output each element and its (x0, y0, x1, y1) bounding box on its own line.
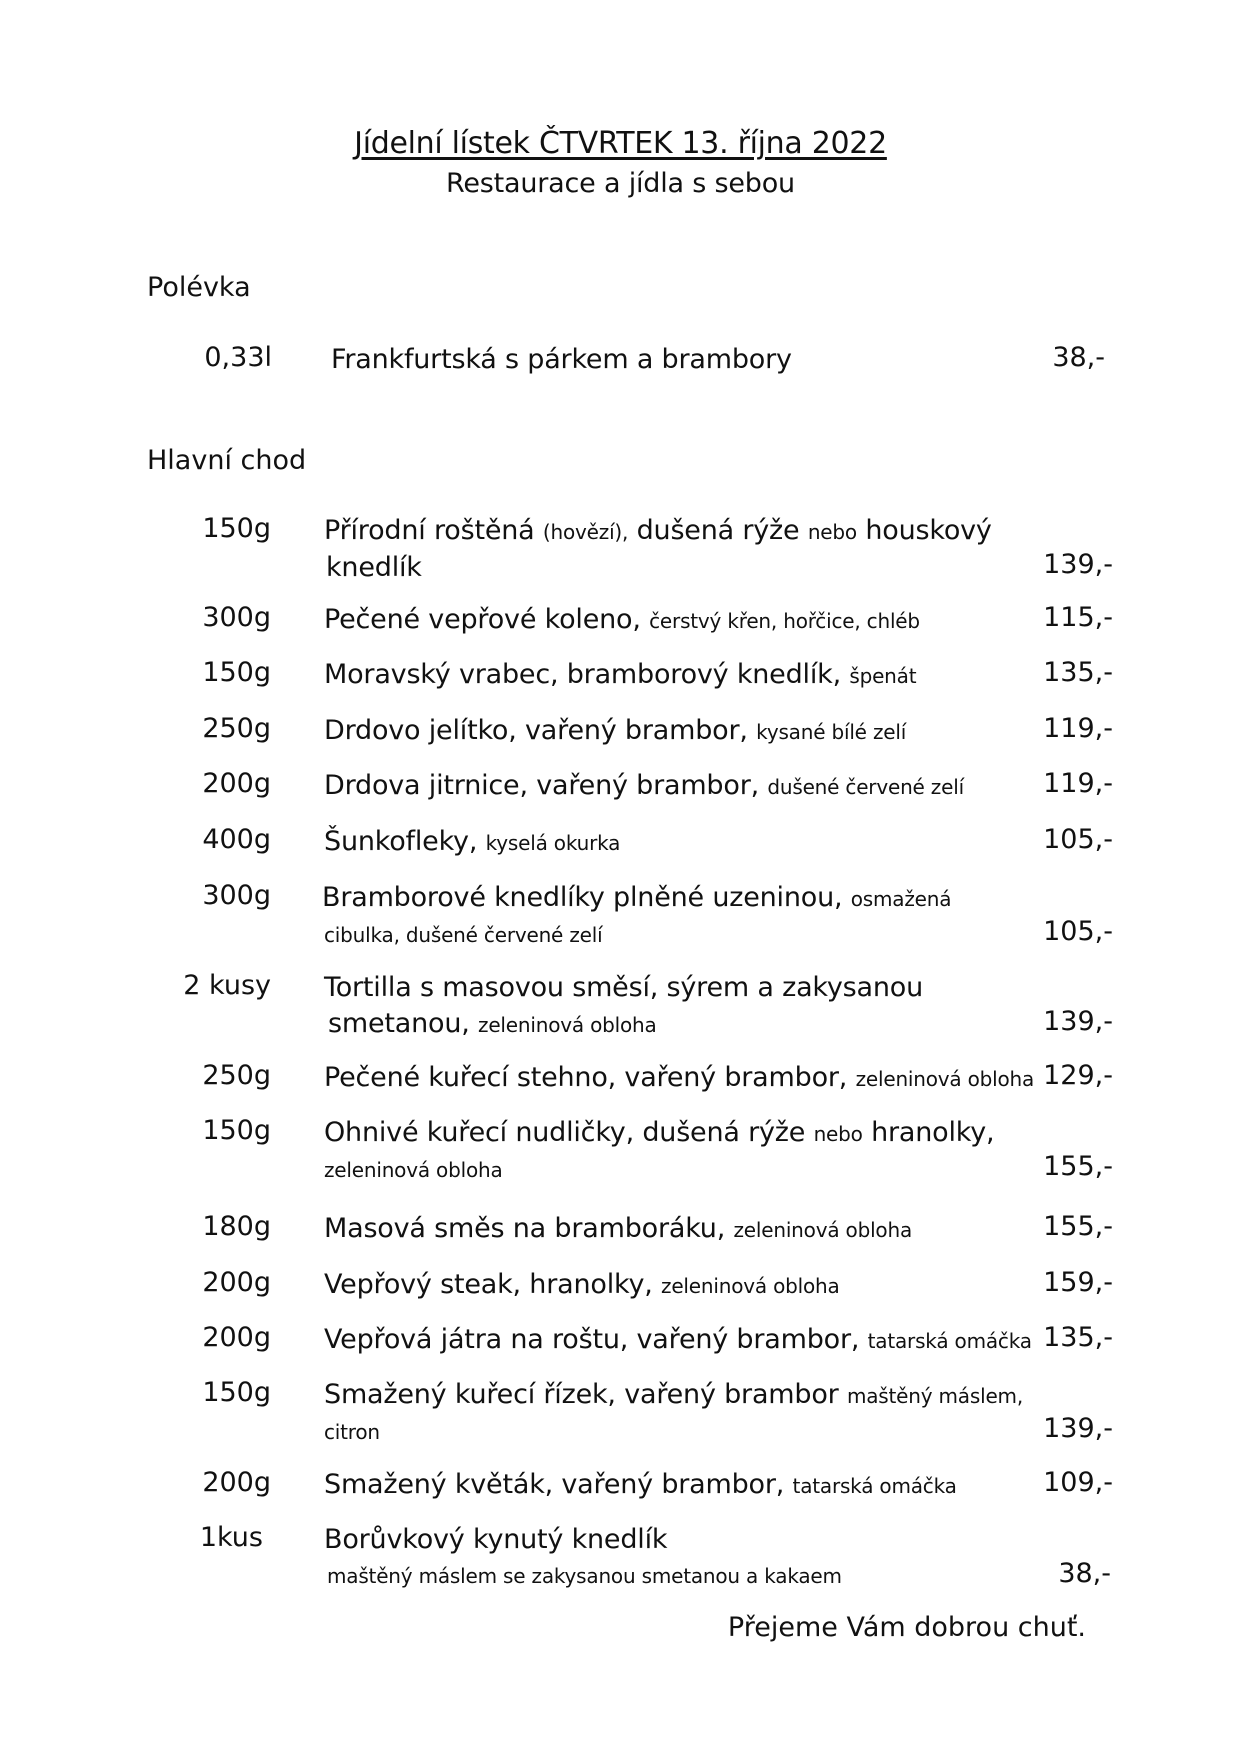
item-quantity: 300g (202, 880, 271, 911)
item-price: 155,- (1043, 1151, 1113, 1182)
item-name: Frankfurtská s párkem a brambory (331, 344, 792, 375)
item-price: 139,- (1043, 1413, 1113, 1444)
item-name-part: Bramborové knedlíky plněné uzeninou, (322, 882, 843, 913)
item-name (324, 1522, 1044, 1594)
section-heading-soup: Polévka (147, 272, 251, 303)
item-name (324, 1115, 1044, 1188)
item-name-part: Moravský vrabec, bramborový knedlík, (324, 659, 841, 690)
item-name (324, 1377, 1044, 1450)
item-name (324, 1267, 1044, 1304)
item-quantity: 200g (202, 768, 271, 799)
item-name-part: Masová směs na bramboráku, (324, 1213, 726, 1244)
closing-wish: Přejeme Vám dobrou chuť. (727, 1612, 1086, 1643)
menu-title: Jídelní lístek ČTVRTEK 13. října 2022 (354, 126, 887, 161)
item-price: 139,- (1043, 549, 1113, 580)
item-name (322, 880, 1042, 953)
menu-subtitle: Restaurace a jídla s sebou (446, 168, 795, 199)
item-note-line2: zeleninová obloha (324, 1158, 503, 1182)
item-name (324, 1060, 1044, 1097)
item-name-part: Borůvkový kynutý knedlík (324, 1524, 668, 1555)
item-note: zeleninová obloha (661, 1274, 840, 1298)
item-name-part: Drdova jitrnice, vařený brambor, (324, 770, 759, 801)
item-price: 135,- (1043, 657, 1113, 688)
item-note: (hovězí), (542, 520, 629, 544)
item-quantity: 250g (202, 713, 271, 744)
item-price: 155,- (1043, 1211, 1113, 1242)
item-note: špenát (849, 664, 917, 688)
item-price: 159,- (1043, 1267, 1113, 1298)
item-name-part: Smažený kuřecí řízek, vařený brambor (324, 1379, 839, 1410)
item-name (324, 1322, 1044, 1359)
item-price: 105,- (1043, 916, 1113, 947)
item-quantity: 400g (202, 824, 271, 855)
item-price: 139,- (1043, 1006, 1113, 1037)
item-note: kyselá okurka (485, 831, 621, 855)
item-quantity: 150g (202, 657, 271, 688)
item-name-line2: knedlík (326, 552, 422, 583)
item-name-part: Vepřový steak, hranolky, (324, 1269, 653, 1300)
item-note: kysané bílé zelí (756, 720, 907, 744)
item-price: 119,- (1043, 768, 1113, 799)
item-note: dušené červené zelí (767, 775, 964, 799)
item-name-part: Vepřová játra na roštu, vařený brambor, (324, 1324, 860, 1355)
item-name (324, 513, 1044, 586)
item-name (324, 602, 1044, 639)
item-name (324, 713, 1044, 750)
item-quantity: 150g (202, 1115, 271, 1146)
item-name (324, 1211, 1044, 1248)
item-quantity: 0,33l (204, 342, 272, 373)
item-name-part: Pečené kuřecí stehno, vařený brambor, (324, 1062, 848, 1093)
item-name-part: Tortilla s masovou směsí, sýrem a zakysanou (324, 972, 924, 1003)
item-quantity: 150g (202, 1377, 271, 1408)
item-note: maštěný máslem, (846, 1384, 1023, 1408)
item-name-part: Ohnivé kuřecí nudličky, dušená rýže (324, 1117, 806, 1148)
item-quantity: 150g (202, 513, 271, 544)
item-price: 115,- (1043, 602, 1113, 633)
item-price: 119,- (1043, 713, 1113, 744)
item-quantity: 1kus (199, 1522, 263, 1553)
item-price: 129,- (1043, 1060, 1113, 1091)
item-quantity: 2 kusy (183, 970, 271, 1001)
item-name (324, 1467, 1044, 1504)
item-name-part: dušená rýže (636, 515, 800, 546)
item-quantity: 200g (202, 1322, 271, 1353)
item-name-part: smetanou, (328, 1008, 470, 1039)
item-price: 135,- (1043, 1322, 1113, 1353)
item-note: tatarská omáčka (867, 1329, 1032, 1353)
item-name (324, 657, 1044, 694)
item-name (324, 768, 1044, 805)
item-quantity: 250g (202, 1060, 271, 1091)
item-quantity: 180g (202, 1211, 271, 1242)
item-name-part: Pečené vepřové koleno, (324, 604, 641, 635)
item-note-line2: maštěný máslem se zakysanou smetanou a kakaem (327, 1564, 842, 1588)
item-name-part: houskový (865, 515, 992, 546)
item-name-line2 (324, 1006, 1044, 1043)
item-name-part: hranolky, (871, 1117, 995, 1148)
item-name-part: Drdovo jelítko, vařený brambor, (324, 715, 748, 746)
item-note: zeleninová obloha (478, 1013, 657, 1037)
item-quantity: 200g (202, 1267, 271, 1298)
item-note: osmažená (850, 887, 952, 911)
item-price: 109,- (1043, 1467, 1113, 1498)
item-name (324, 824, 1044, 861)
item-name-part: Přírodní roštěná (324, 515, 535, 546)
item-note: zeleninová obloha (855, 1067, 1035, 1091)
item-note: čerstvý křen, hořčice, chléb (649, 609, 920, 633)
item-price: 38,- (1052, 342, 1105, 373)
item-price: 105,- (1043, 824, 1113, 855)
item-price: 38,- (1058, 1558, 1111, 1589)
item-note: zeleninová obloha (733, 1218, 912, 1242)
section-heading-main: Hlavní chod (147, 445, 307, 476)
item-note-line2: citron (324, 1420, 380, 1444)
item-note: nebo (807, 520, 857, 544)
item-quantity: 300g (202, 602, 271, 633)
item-note-line2: cibulka, dušené červené zelí (324, 923, 603, 947)
item-name-part: Smažený květák, vařený brambor, (324, 1469, 785, 1500)
item-note: tatarská omáčka (792, 1474, 957, 1498)
item-name-part: Šunkofleky, (324, 826, 478, 857)
item-note: nebo (813, 1122, 863, 1146)
item-name (324, 970, 1044, 1043)
item-quantity: 200g (202, 1467, 271, 1498)
